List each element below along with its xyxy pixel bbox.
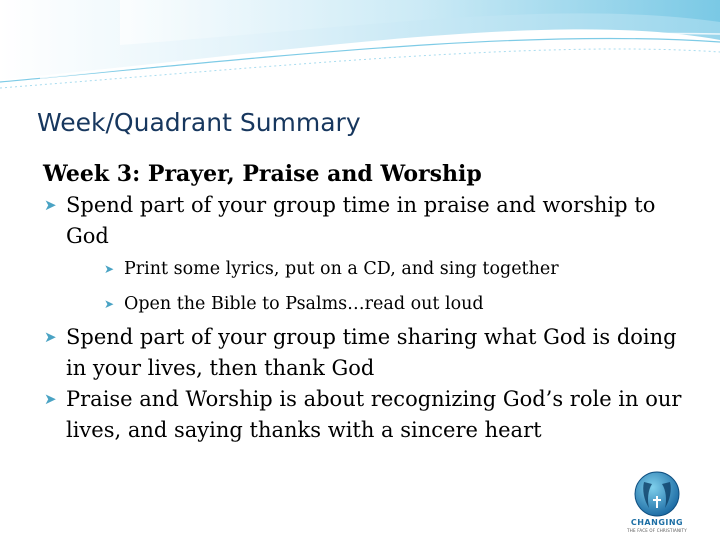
bullet-item: ➤ Spend part of your group time in praise and worship to God [44,190,694,252]
bullet-icon: ➤ [44,328,57,346]
bullet-icon: ➤ [44,390,57,408]
sub-bullet-item: ➤ Open the Bible to Psalms…read out loud [44,286,694,322]
logo-globe-icon [622,470,692,518]
changing-logo [622,470,692,538]
bullet-icon: ➤ [104,262,115,276]
logo-text: CHANGING [630,518,684,527]
bullet-item: ➤ Praise and Worship is about recognizing God’s role in our lives, and saying thanks with a sincere heart [44,384,694,446]
decorative-wave-banner [0,0,720,95]
bullet-icon: ➤ [104,297,115,311]
slide-title: Week/Quadrant Summary [37,108,361,137]
logo-tagline: THE FACE OF CHRISTIANITY [627,528,687,533]
bullet-icon: ➤ [44,196,57,214]
section-heading: Week 3: Prayer, Praise and Worship [43,161,482,187]
sub-bullet-item: ➤ Print some lyrics, put on a CD, and sing together [44,252,694,286]
slide-body [44,158,694,446]
bullet-item: ➤ Spend part of your group time sharing what God is doing in your lives, then thank God [44,322,694,384]
